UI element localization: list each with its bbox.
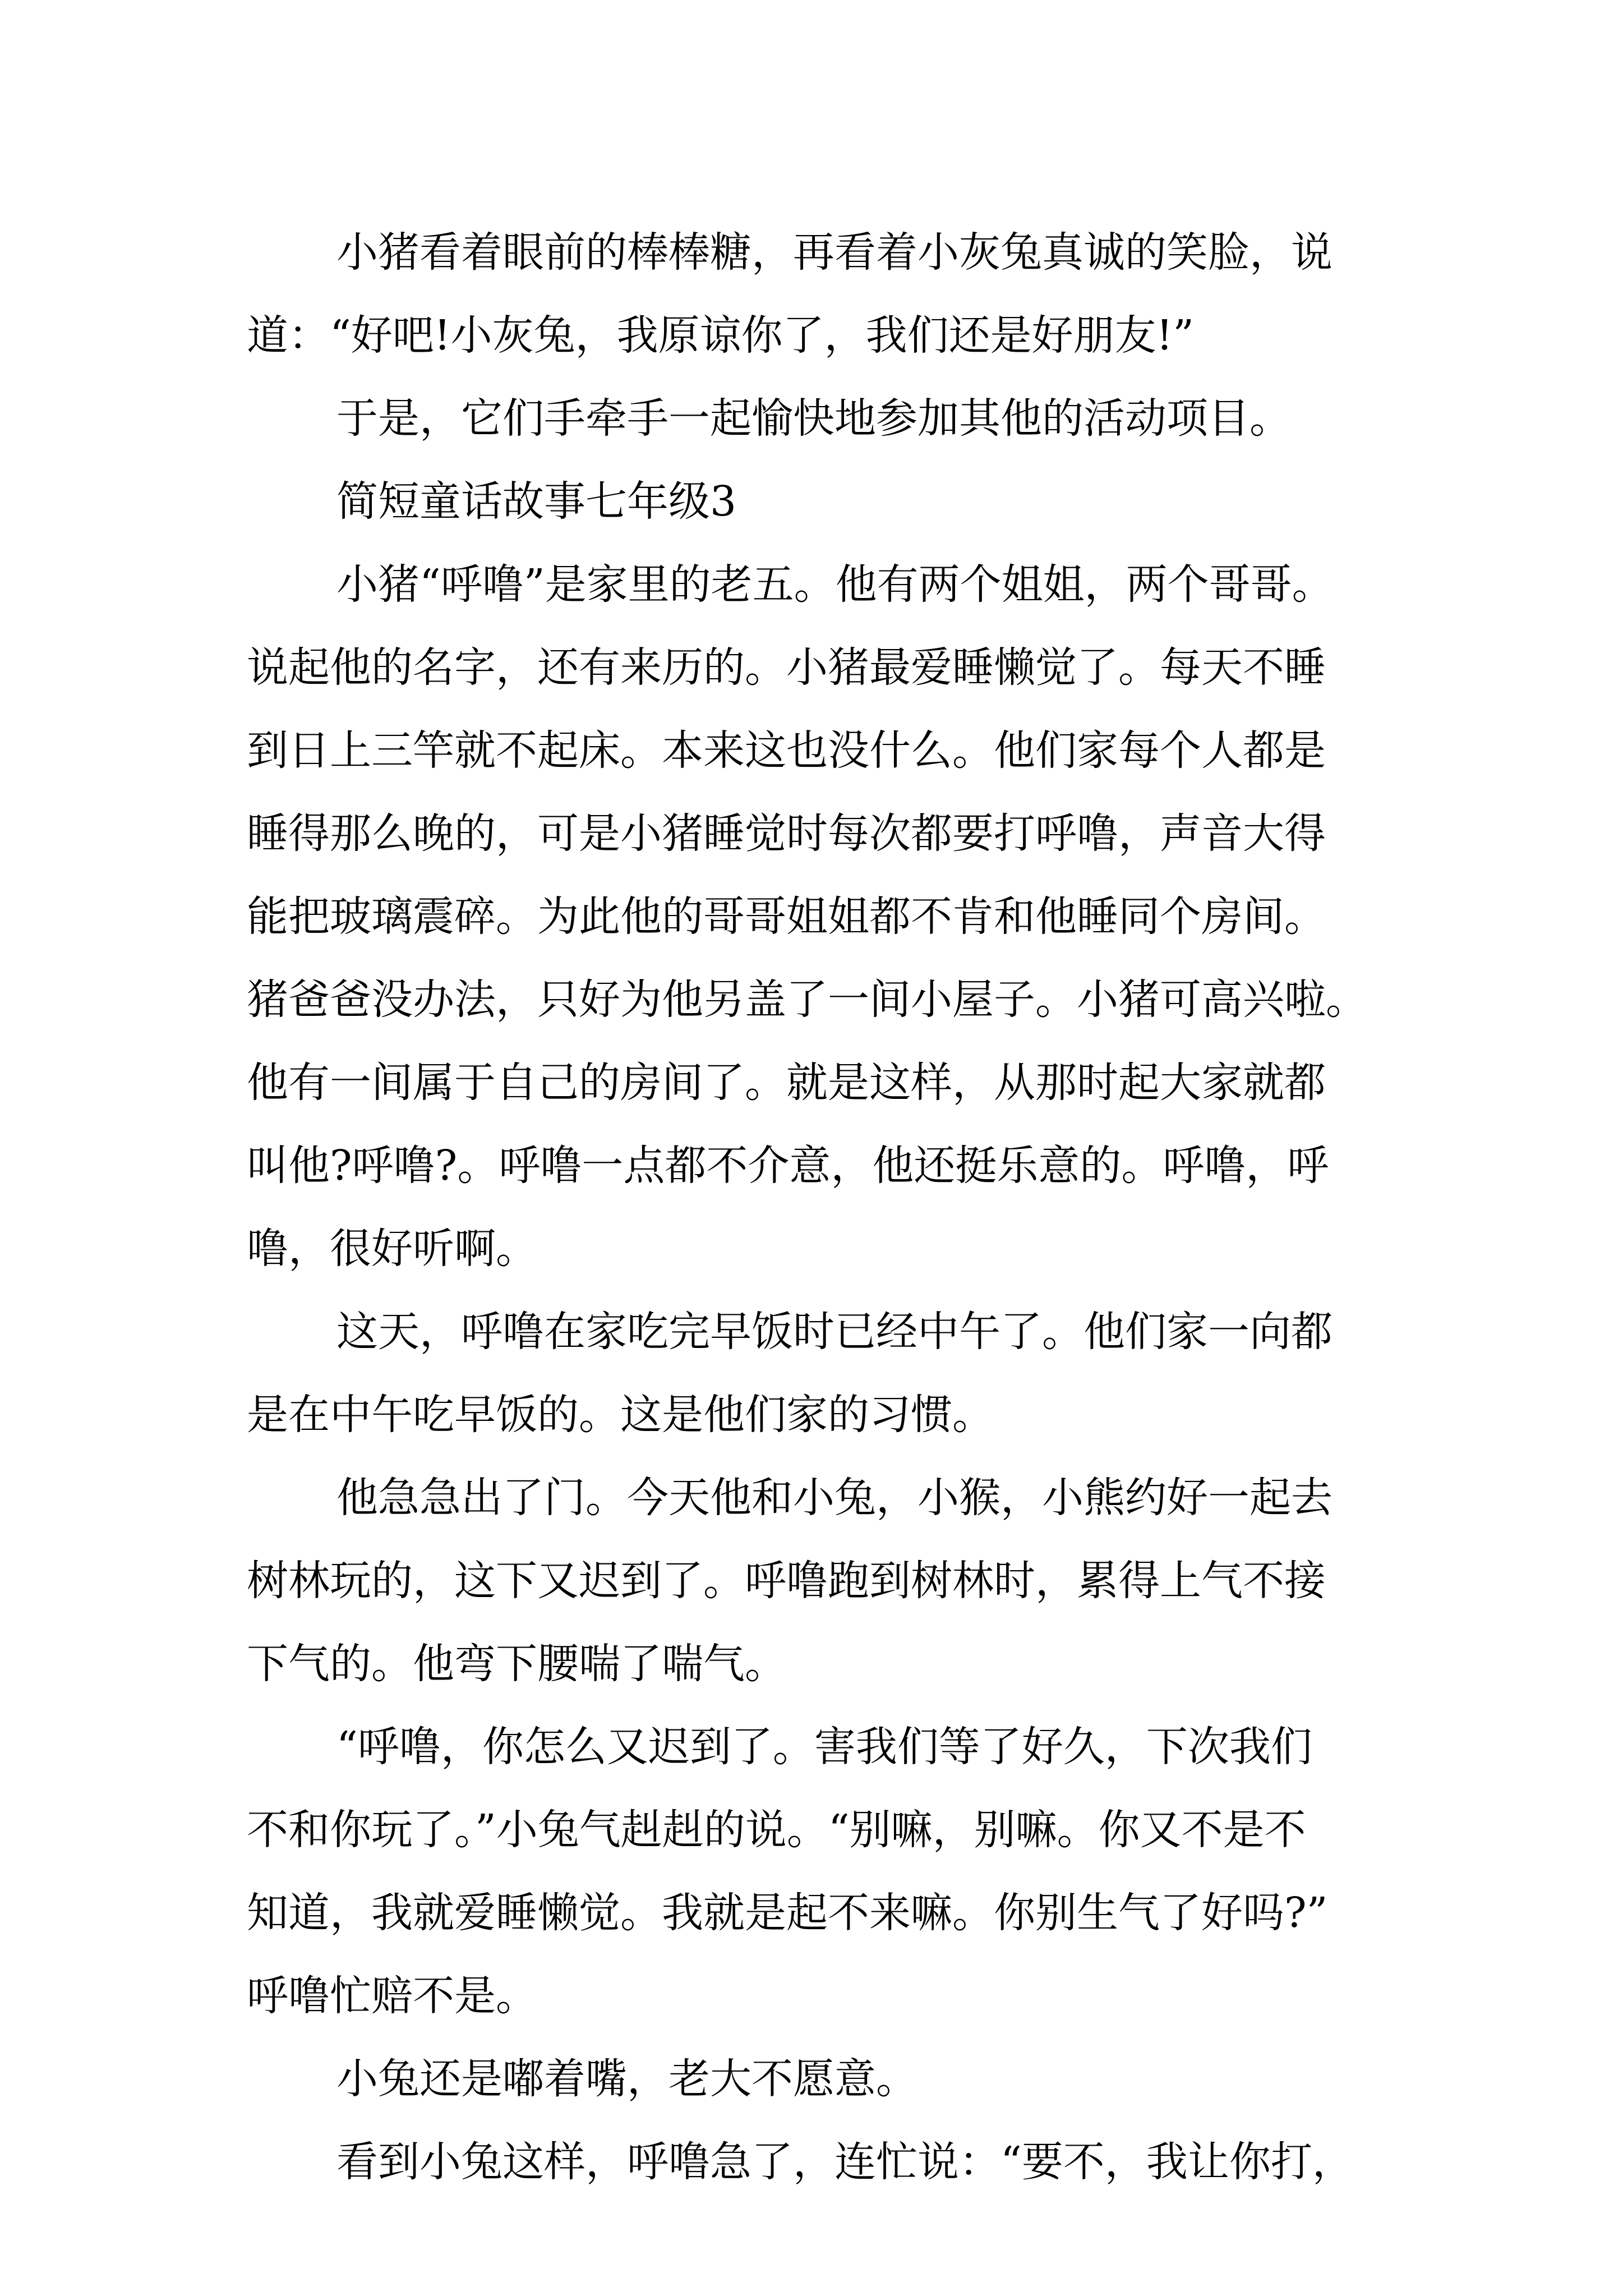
text-line: 睡得那么晚的，可是小猪睡觉时每次都要打呼噜，声音大得 <box>247 809 1326 858</box>
paragraph <box>247 1290 1402 1456</box>
text-line: 他急急出了门。今天他和小兔，小猴，小熊约好一起去 <box>336 1474 1332 1522</box>
text-line: 叫他?呼噜?。呼噜一点都不介意，他还挺乐意的。呼噜，呼 <box>247 1142 1329 1190</box>
text-line: 看到小兔这样，呼噜急了，连忙说：“要不，我让你打， <box>336 2138 1354 2186</box>
text-line: 猪爸爸没办法，只好为他另盖了一间小屋子。小猪可高兴啦。 <box>247 976 1367 1024</box>
paragraph <box>247 543 1402 1290</box>
paragraph <box>247 1456 1402 1705</box>
text-line: 噜，很好听啊。 <box>247 1225 537 1273</box>
text-line: “呼噜，你怎么又迟到了。害我们等了好久，下次我们 <box>336 1723 1312 1771</box>
text-line: 不和你玩了。”小兔气赳赳的说。“别嘛，别嘛。你又不是不 <box>247 1806 1306 1854</box>
paragraph <box>247 1705 1402 2037</box>
text-line: 是在中午吃早饭的。这是他们家的习惯。 <box>247 1391 994 1439</box>
text-line: 小猪看着眼前的棒棒糖，再看着小灰兔真诚的笑脸，说 <box>336 228 1332 277</box>
paragraph <box>247 377 1402 460</box>
heading-text: 简短童话故事七年级3 <box>336 477 737 526</box>
text-line: 于是，它们手牵手一起愉快地参加其他的活动项目。 <box>336 394 1291 443</box>
paragraph <box>247 211 1402 377</box>
text-line: 他有一间属于自己的房间了。就是这样，从那时起大家就都 <box>247 1059 1326 1107</box>
text-line: 道：“好吧!小灰兔，我原谅你了，我们还是好朋友!” <box>247 311 1195 360</box>
text-line: 呼噜忙赔不是。 <box>247 1972 537 2020</box>
text-line: 知道，我就爱睡懒觉。我就是起不来嘛。你别生气了好吗?” <box>247 1889 1328 1937</box>
text-line: 说起他的名字，还有来历的。小猪最爱睡懒觉了。每天不睡 <box>247 643 1326 692</box>
paragraph <box>247 2037 1402 2120</box>
text-line: 小兔还是嘟着嘴，老大不愿意。 <box>336 2055 917 2103</box>
text-line: 小猪“呼噜”是家里的老五。他有两个姐姐，两个哥哥。 <box>336 560 1334 609</box>
text-line: 能把玻璃震碎。为此他的哥哥姐姐都不肯和他睡同个房间。 <box>247 892 1326 941</box>
section-heading <box>247 460 1402 543</box>
text-line: 到日上三竿就不起床。本来这也没什么。他们家每个人都是 <box>247 726 1326 775</box>
paragraph <box>247 2120 1402 2203</box>
text-line: 下气的。他弯下腰喘了喘气。 <box>247 1640 786 1688</box>
body-text <box>247 211 1402 2203</box>
text-line: 这天，呼噜在家吃完早饭时已经中午了。他们家一向都 <box>336 1308 1332 1356</box>
text-line: 树林玩的，这下又迟到了。呼噜跑到树林时，累得上气不接 <box>247 1557 1326 1605</box>
